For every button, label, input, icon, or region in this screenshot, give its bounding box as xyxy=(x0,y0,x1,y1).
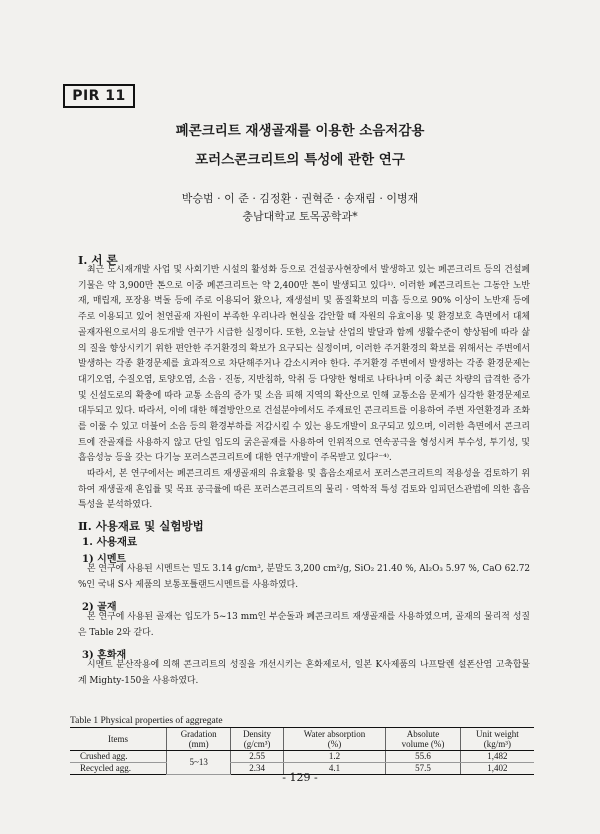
intro-paragraph-1: 최근 도시재개발 사업 및 사회기반 시설의 활성화 등으로 건설공사현장에서 발생하고 있는 폐콘크리트 등의 건설폐기물은 약 3,900만 톤으로 이중 폐콘크리트는 약 2,400만 톤이 발생되고 있다¹⁾. 이러한 폐콘크리트는 그동안 노반재, 매립재, 포장용 벽돌 등에 주로 이용되어 왔으나, 재생설비 및 품질확보의 미흡 등으로 90% 이상이 노반재 등에 주로 이용되고 있어 천연골재 자원이 부족한 우리나라 현실을 감안할 때 자원의 유효이용 및 환경보호 측면에서 대체 골재자원으로서의 용도개발 연구가 시급한 실정이다. 또한, 오늘날 산업의 발달과 함께 생활수준이 향상됨에 따라 삶의 질을 향상시키기 위한 편안한 주거환경의 확보가 요구되는 실정이며, 이러한 주거환경의 확보를 위해서는 주변에서 발생하는 각종 환경문제를 효과적으로 차단해주거나 감소시켜야 한다. 주거환경 주변에서 발생하는 각종 환경문제는 대기오염, 수질오염, 토양오염, 소음 · 진동, 지반침하, 악취 등 다양한 형태로 나타나며 이중 최근 차량의 급격한 증가 및 신설도로의 확충에 따라 교통 소음의 증가 및 소음 피해 지역의 확산으로 인해 교통소음 문제가 심각한 환경문제로 대두되고 있다. 따라서, 이에 대한 해결방안으로 건설분야에서도 주재료인 콘크리트를 이용하여 주변 자연환경과 조화를 이룰 수 있고 더불어 소음 등의 환경부하를 저감시킬 수 있는 용도개발이 요구되고 있으며, 이러한 측면에서 콘크리트에 잔골재를 사용하지 않고 단일 입도의 굵은골재를 사용하여 인위적으로 연속공극을 형성시켜 투수성, 투기성, 및 흡음성능 등을 갖는 다기능 포러스콘크리트에 대한 연구개발이 주목받고 있다²⁻⁴⁾. xyxy=(78,265,530,464)
row-gradation: 5~13 xyxy=(167,751,231,775)
header-density: Density (g/cm³) xyxy=(231,728,283,751)
affiliation: 충남대학교 토목공학과* xyxy=(242,210,358,223)
row-density: 2.34 xyxy=(231,763,283,775)
row-item: Recycled agg. xyxy=(70,763,167,775)
page-number: - 129 - xyxy=(282,771,318,784)
table-header-row xyxy=(70,728,534,751)
admixture-heading: 3) 혼화재 xyxy=(82,650,127,661)
cement-paragraph: 본 연구에 사용된 시멘트는 밀도 3.14 g/cm³, 분말도 3,200 cm²/g, SiO₂ 21.40 %, Al₂O₃ 5.97 %, CaO 62.72 %인 국내 S사 제품의 보통포틀랜드시멘트를 사용하였다. xyxy=(78,564,531,590)
aggregate-paragraph: 본 연구에 사용된 골재는 입도가 5~13 mm인 부순돌과 폐콘크리트 재생골재를 사용하였으며, 골재의 물리적 성질은 Table 2와 같다. xyxy=(78,612,530,638)
row-weight: 1,402 xyxy=(460,763,534,775)
row-density: 2.55 xyxy=(231,751,283,763)
row-volume: 55.6 xyxy=(386,751,460,763)
row-water: 1.2 xyxy=(283,751,386,763)
row-weight: 1,482 xyxy=(460,751,534,763)
table-caption: Table 1 Physical properties of aggregate xyxy=(70,716,223,726)
header-items: Items xyxy=(70,728,167,751)
header-water-absorption: Water absorption (%) xyxy=(283,728,386,751)
title-line-2: 포러스콘크리트의 특성에 관한 연구 xyxy=(195,152,405,168)
row-item: Crushed agg. xyxy=(70,751,167,763)
header-absolute-volume: Absolute volume (%) xyxy=(386,728,460,751)
header-unit-weight: Unit weight (kg/m³) xyxy=(460,728,534,751)
aggregate-heading: 2) 골재 xyxy=(82,602,117,613)
cement-heading: 1) 시멘트 xyxy=(82,554,127,565)
table-row xyxy=(70,751,534,763)
header-gradation: Gradation (mm) xyxy=(167,728,231,751)
methods-heading: Ⅱ. 사용재료 및 실험방법 xyxy=(78,519,204,533)
materials-heading: 1. 사용재료 xyxy=(82,536,138,548)
row-volume: 57.5 xyxy=(386,763,460,775)
paper-code-badge: PIR 11 xyxy=(63,84,135,108)
title-line-1: 폐콘크리트 재생골재를 이용한 소음저감용 xyxy=(175,123,425,139)
intro-heading: Ⅰ. 서 론 xyxy=(78,253,118,267)
intro-paragraph-2: 따라서, 본 연구에서는 폐콘크리트 재생골재의 유효활용 및 흡음소재로서 포러스콘크리트의 적용성을 검토하기 위하여 재생골재 혼입률 및 목표 공극률에 따른 포러스콘크리트의 물리 · 역학적 특성 검토와 임피던스관법에 의한 흡음특성을 분석하였다. xyxy=(78,469,530,511)
aggregate-properties-table xyxy=(70,727,534,775)
row-water: 4.1 xyxy=(283,763,386,775)
admixture-paragraph: 시멘트 분산작용에 의해 콘크리트의 성질을 개선시키는 혼화제로서, 일본 K사제품의 나프탈렌 설폰산염 고축합물계 Mighty-150을 사용하였다. xyxy=(78,660,530,686)
author-list: 박승범 · 이 준 · 김정환 · 권혁준 · 송재림 · 이병재 xyxy=(181,192,419,205)
